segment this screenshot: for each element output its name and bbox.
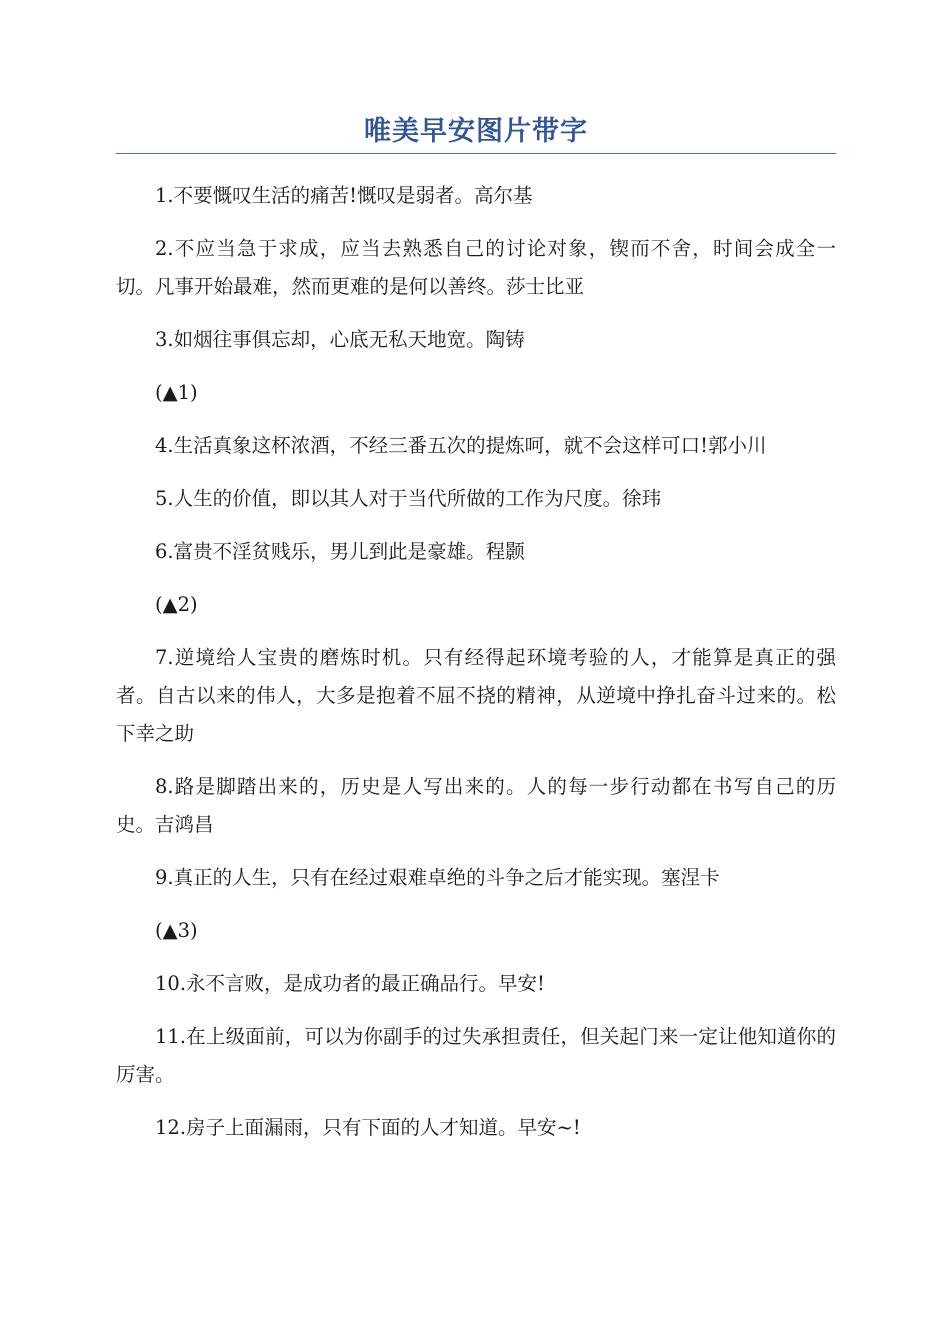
paragraph: 2.不应当急于求成，应当去熟悉自己的讨论对象，锲而不舍，时间会成全一切。凡事开始最难，然而更难的是何以善终。莎士比亚	[116, 237, 836, 298]
section-marker: (▲3)	[155, 919, 198, 942]
section-marker: (▲2)	[155, 593, 198, 616]
paragraph: 9.真正的人生，只有在经过艰难卓绝的斗争之后才能实现。塞涅卡	[155, 866, 720, 889]
document-title: 唯美早安图片带字	[364, 116, 588, 147]
document-page	[116, 112, 836, 1162]
paragraph: 11.在上级面前，可以为你副手的过失承担责任，但关起门来一定让他知道你的厉害。	[116, 1025, 836, 1086]
paragraph: 7.逆境给人宝贵的磨炼时机。只有经得起环境考验的人，才能算是真正的强者。自古以来的伟人，大多是抱着不屈不挠的精神，从逆境中挣扎奋斗过来的。松下幸之助	[116, 646, 836, 745]
paragraph: 1.不要慨叹生活的痛苦!慨叹是弱者。高尔基	[155, 184, 533, 207]
document-body	[116, 177, 836, 1147]
paragraph: 12.房子上面漏雨，只有下面的人才知道。早安~!	[155, 1116, 581, 1139]
paragraph: 4.生活真象这杯浓酒，不经三番五次的提炼呵，就不会这样可口!郭小川	[155, 434, 767, 457]
paragraph: 5.人生的价值，即以其人对于当代所做的工作为尺度。徐玮	[155, 487, 662, 510]
title-underline	[116, 153, 836, 154]
paragraph: 3.如烟往事俱忘却，心底无私天地宽。陶铸	[155, 328, 525, 351]
paragraph: 6.富贵不淫贫贱乐，男儿到此是豪雄。程颢	[155, 540, 525, 563]
paragraph: 10.永不言败，是成功者的最正确品行。早安!	[155, 972, 545, 995]
section-marker: (▲1)	[155, 381, 198, 404]
paragraph: 8.路是脚踏出来的，历史是人写出来的。人的每一步行动都在书写自己的历史。吉鸿昌	[116, 775, 836, 836]
